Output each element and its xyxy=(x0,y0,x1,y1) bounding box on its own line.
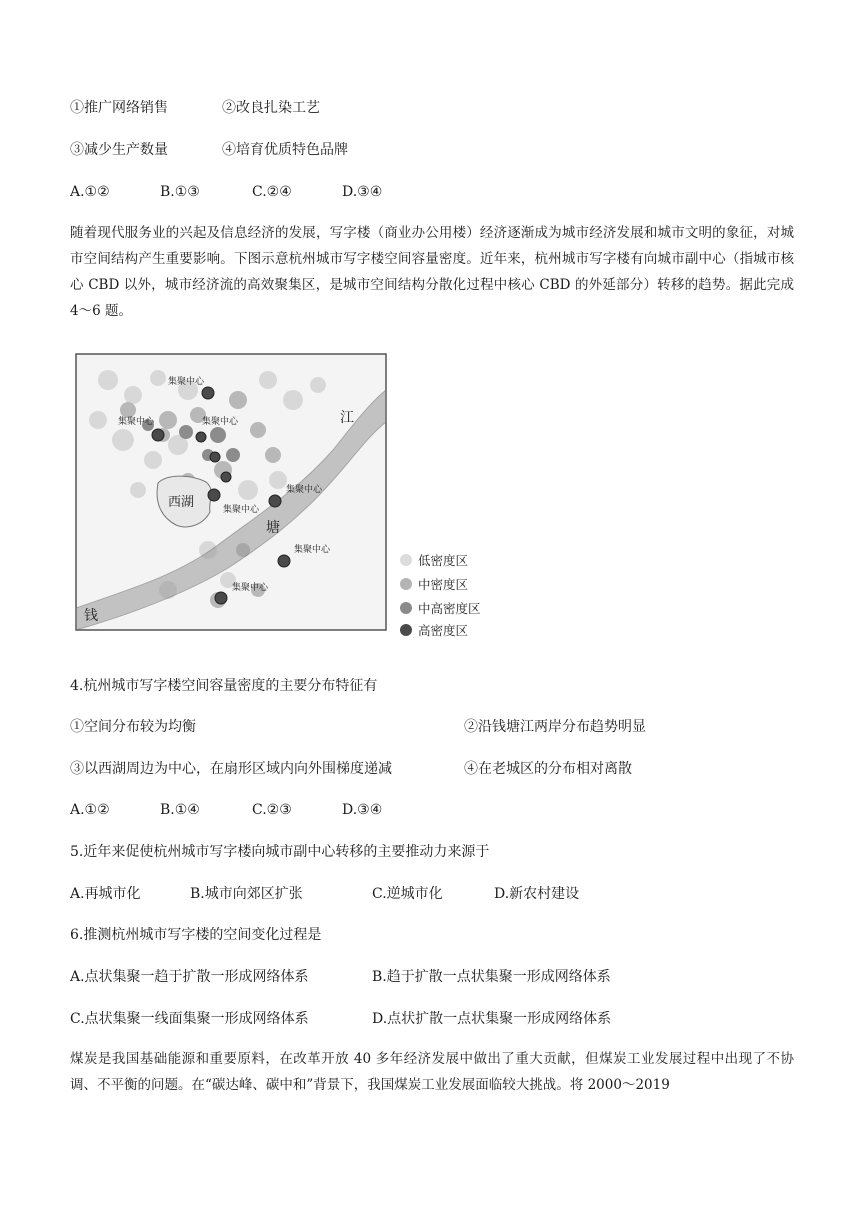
cluster-label: 集聚中心 xyxy=(202,417,239,427)
map-legend xyxy=(400,553,481,638)
q3-choice-b: B.①③ xyxy=(160,184,200,200)
q3-option-1: ①推广网络销售 xyxy=(70,100,168,116)
legend-swatch-low xyxy=(400,554,412,566)
legend-swatch-medium xyxy=(400,578,412,590)
q4-choice-d: D.③④ xyxy=(342,802,383,818)
q5-choice-b: B.城市向郊区扩张 xyxy=(190,886,303,902)
cluster-label: 集聚中心 xyxy=(118,417,155,427)
river-char-jiang: 江 xyxy=(340,410,354,426)
q3-choice-c: C.②④ xyxy=(252,184,292,200)
q3-option-3: ③减少生产数量 xyxy=(70,142,168,158)
q3-choice-d: D.③④ xyxy=(342,184,383,200)
q4-choice-a: A.①② xyxy=(70,802,110,818)
q4-option-1: ①空间分布较为均衡 xyxy=(70,719,196,735)
q4-stem: 4.杭州城市写字楼空间容量密度的主要分布特征有 xyxy=(70,678,378,694)
lake-label: 西湖 xyxy=(168,495,195,510)
q4-option-3: ③以西湖周边为中心，在扇形区域内向外围梯度递减 xyxy=(70,761,392,777)
passage-office-buildings: 随着现代服务业的兴起及信息经济的发展，写字楼（商业办公用楼）经济逐渐成为城市经济发展和城市文明的象征，对城市空间结构产生重要影响。下图示意杭州城市写字楼空间容量密度。近年来，杭州城市写字楼有向城市副中心（指城市核心 CBD 以外，城市经济流的高效聚集区，是城市空间结构分散化过程中核心 CBD 的外延部分）转移的趋势。据此完成 4～6 题。 xyxy=(70,225,794,319)
q6-choice-b: B.趋于扩散一点状集聚一形成网络体系 xyxy=(372,969,611,985)
river-char-tang: 塘 xyxy=(266,520,280,536)
legend-swatch-high xyxy=(400,624,412,636)
q6-choice-c: C.点状集聚一线面集聚一形成网络体系 xyxy=(70,1011,309,1027)
legend-label-low: 低密度区 xyxy=(418,553,469,568)
cluster-label: 集聚中心 xyxy=(286,485,323,495)
q5-stem: 5.近年来促使杭州城市写字楼向城市副中心转移的主要推动力来源于 xyxy=(70,844,490,860)
river-char-qian: 钱 xyxy=(84,608,98,624)
q6-choice-d: D.点状扩散一点状集聚一形成网络体系 xyxy=(372,1011,612,1027)
q4-choice-b: B.①④ xyxy=(160,802,200,818)
cluster-label: 集聚中心 xyxy=(232,583,269,593)
q3-option-4: ④培育优质特色品牌 xyxy=(222,142,348,158)
q4-option-4: ④在老城区的分布相对离散 xyxy=(464,761,632,777)
cluster-label: 集聚中心 xyxy=(223,505,260,515)
q3-option-2: ②改良扎染工艺 xyxy=(222,100,320,116)
passage-coal-industry: 煤炭是我国基础能源和重要原料，在改革开放 40 多年经济发展中做出了重大贡献，但煤炭工业发展过程中出现了不协调、不平衡的问题。在“碳达峰、碳中和”背景下，我国煤炭工业发展面临较大挑战。将 2000～2019 xyxy=(70,1051,794,1093)
legend-label-high: 高密度区 xyxy=(418,623,469,638)
q4-choice-c: C.②③ xyxy=(252,802,292,818)
q6-choice-a: A.点状集聚一趋于扩散一形成网络体系 xyxy=(70,969,309,985)
q5-choice-d: D.新农村建设 xyxy=(494,886,580,902)
legend-swatch-medium-high xyxy=(400,602,412,614)
legend-label-medium-high: 中高密度区 xyxy=(418,601,481,616)
q3-choice-a: A.①② xyxy=(70,184,110,200)
q6-stem: 6.推测杭州城市写字楼的空间变化过程是 xyxy=(70,927,322,943)
cluster-label: 集聚中心 xyxy=(168,377,205,387)
legend-label-medium: 中密度区 xyxy=(418,577,469,592)
cluster-label: 集聚中心 xyxy=(294,545,331,555)
hangzhou-office-density-map xyxy=(68,340,508,640)
q4-option-2: ②沿钱塘江两岸分布趋势明显 xyxy=(464,719,646,735)
q5-choice-c: C.逆城市化 xyxy=(372,886,443,902)
q5-choice-a: A.再城市化 xyxy=(70,886,141,902)
